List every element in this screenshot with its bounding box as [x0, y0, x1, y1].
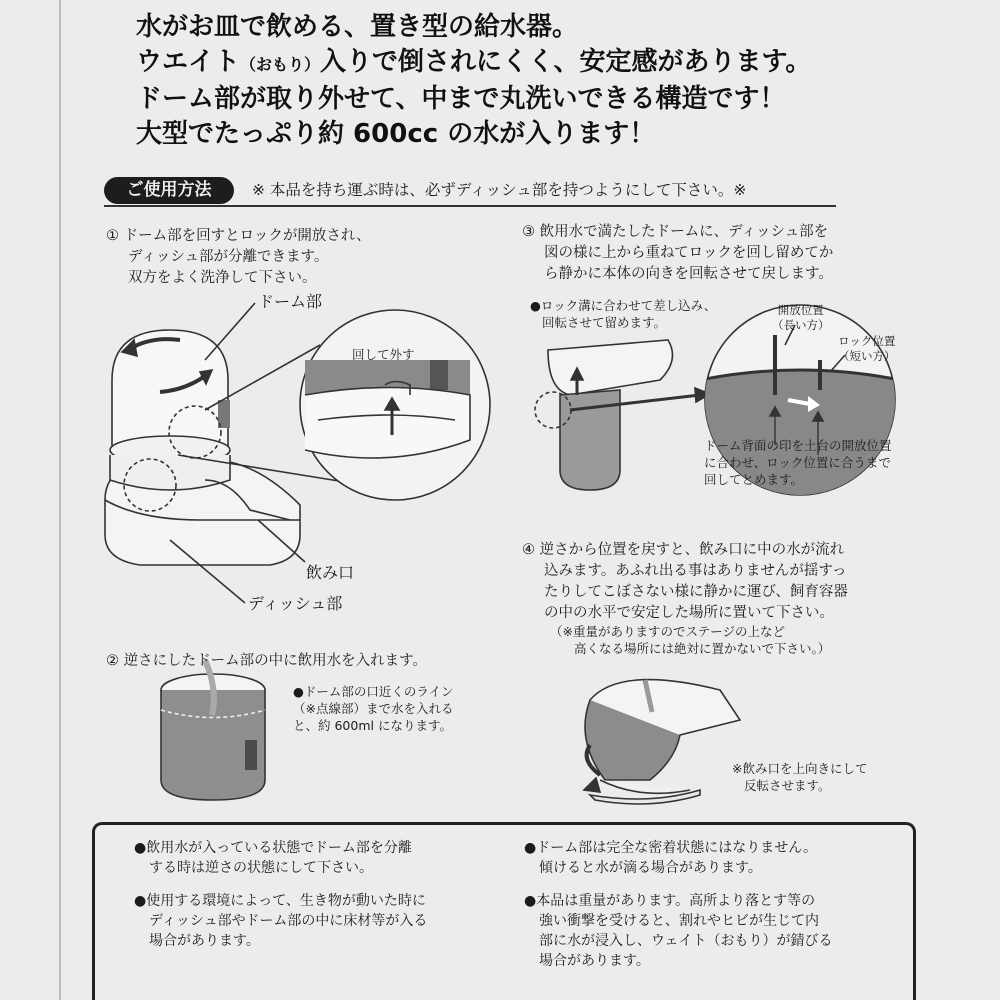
headline-line-4: 大型でたっぷり約 600cc の水が入ります！	[136, 119, 656, 149]
step-3-bottom-line-1: ドーム背面の印を土台の開放位置	[704, 438, 892, 453]
step-2-title: ② 逆さにしたドーム部の中に飲用水を入れます。	[106, 653, 427, 669]
caution-2-line-3: 場合があります。	[149, 933, 260, 949]
step-3-bottom-note	[704, 437, 892, 488]
step-3-bottom-line-2: に合わせ、ロック位置に合うまで	[704, 455, 891, 470]
step-4-flip-note	[732, 760, 867, 794]
step-2-note	[293, 683, 454, 734]
caution-3-line-2: 傾けると水が滴る場合があります。	[539, 860, 762, 876]
dome-water-illustration	[161, 660, 265, 800]
step-3-note	[530, 297, 716, 331]
label-open-position-line-2: （長い方）	[772, 318, 830, 332]
step-3-line-1: ③ 飲用水で満たしたドームに、ディッシュ部を	[522, 224, 829, 240]
caution-2	[134, 891, 427, 951]
caution-2-line-1: ●使用する環境によって、生き物が動いた時に	[134, 893, 426, 909]
howto-note: ※ 本品を持ち運ぶ時は、必ずディッシュ部を持つようにして下さい。※	[252, 181, 747, 199]
step-3-line-3: ら静かに本体の向きを回転させて戻します。	[544, 266, 833, 282]
label-lock-position-line-1: ロック位置	[838, 334, 896, 348]
flip-illustration	[584, 680, 740, 804]
howto-divider	[104, 205, 836, 207]
howto-badge: ご使用方法	[104, 177, 234, 204]
headline-line-2-small: （おもり）	[240, 55, 321, 74]
caution-4-line-4: 場合があります。	[539, 953, 650, 969]
step-4-instructions	[522, 540, 848, 624]
step-3-bottom-line-3: 回してとめます。	[704, 472, 804, 487]
label-lock-position	[838, 334, 896, 364]
step-3-instructions	[522, 222, 833, 285]
label-lock-position-line-2: （短い方）	[838, 349, 896, 363]
step-1-instructions	[106, 226, 371, 289]
headline-line-2	[136, 45, 996, 82]
step-3-line-2: 図の様に上から重ねてロックを回し留めてか	[544, 245, 834, 261]
step-4-line-1: ④ 逆さから位置を戻すと、飲み口に中の水が流れ	[522, 542, 845, 558]
caution-4-line-1: ●本品は重量があります。高所より落とす等の	[524, 893, 816, 909]
label-spout: 飲み口	[306, 563, 355, 582]
step-4-line-2: 込みます。あふれ出る事はありませんが揺すっ	[544, 563, 847, 579]
step-2-note-line-2: （※点線部）まで水を入れる	[293, 701, 454, 716]
caution-1	[134, 838, 412, 878]
step-1-line-1: ① ドーム部を回すとロックが開放され、	[106, 228, 371, 244]
caution-4-line-3: 部に水が浸入し、ウェイト（おもり）が錆びる	[539, 933, 833, 949]
caution-4	[524, 891, 832, 971]
caution-1-line-1: ●飲用水が入っている状態でドーム部を分離	[134, 840, 412, 856]
step-4-sub-line-1: （※重量がありますのでステージの上など	[550, 624, 785, 639]
step-4-sub-line-2: 高くなる場所には絶対に置かないで下さい。）	[574, 641, 831, 656]
step-4-sub-note	[550, 623, 830, 657]
headline-line-3: ドーム部が取り外せて、中まで丸洗いできる構造です！	[136, 84, 786, 114]
caution-2-line-2: ディッシュ部やドーム部の中に床材等が入る	[149, 913, 428, 929]
caution-1-line-2: する時は逆さの状態にして下さい。	[149, 860, 373, 876]
leader-dome	[205, 303, 255, 360]
headline-line-2-pre: ウエイト	[136, 47, 241, 77]
step-4-flip-line-1: ※飲み口を上向きにして	[732, 761, 868, 776]
headline-line-2-post: 入りで倒されにくく、安定感があります。	[320, 47, 812, 77]
caution-3-line-1: ●ドーム部は完全な密着状態にはなりません。	[524, 840, 818, 856]
step-1-line-3: 双方をよく洗浄して下さい。	[128, 270, 317, 286]
feeder-illustration	[105, 303, 345, 603]
headline-block	[136, 10, 996, 152]
step-4-line-4: の中の水平で安定した場所に置いて下さい。	[544, 605, 834, 621]
label-rotate-remove: 回して外す	[352, 347, 415, 362]
headline-line-1: 水がお皿で飲める、置き型の給水器。	[136, 12, 579, 42]
label-open-position	[772, 303, 830, 333]
step-4-flip-line-2: 反転させます。	[744, 778, 831, 793]
step-2-note-line-3: と、約 600ml になります。	[293, 718, 452, 733]
zoom-lock-detail	[300, 310, 490, 500]
step-1-line-2: ディッシュ部が分離できます。	[128, 249, 329, 265]
step-2-note-line-1: ●ドーム部の口近くのライン	[293, 684, 454, 699]
label-dish: ディッシュ部	[248, 594, 343, 613]
label-dome: ドーム部	[258, 292, 323, 311]
step-3-note-line-2: 回転させて留めます。	[542, 315, 667, 330]
label-open-position-line-1: 開放位置	[777, 303, 824, 317]
caution-3	[524, 838, 817, 878]
step-4-line-3: たりしてこぼさない様に静かに運び、飼育容器	[544, 584, 848, 600]
caution-4-line-2: 強い衝撃を受けると、割れやヒビが生じて内	[539, 913, 819, 929]
step-3-note-line-1: ●ロック溝に合わせて差し込み、	[530, 298, 717, 313]
inverted-assembly-illustration	[535, 340, 710, 490]
